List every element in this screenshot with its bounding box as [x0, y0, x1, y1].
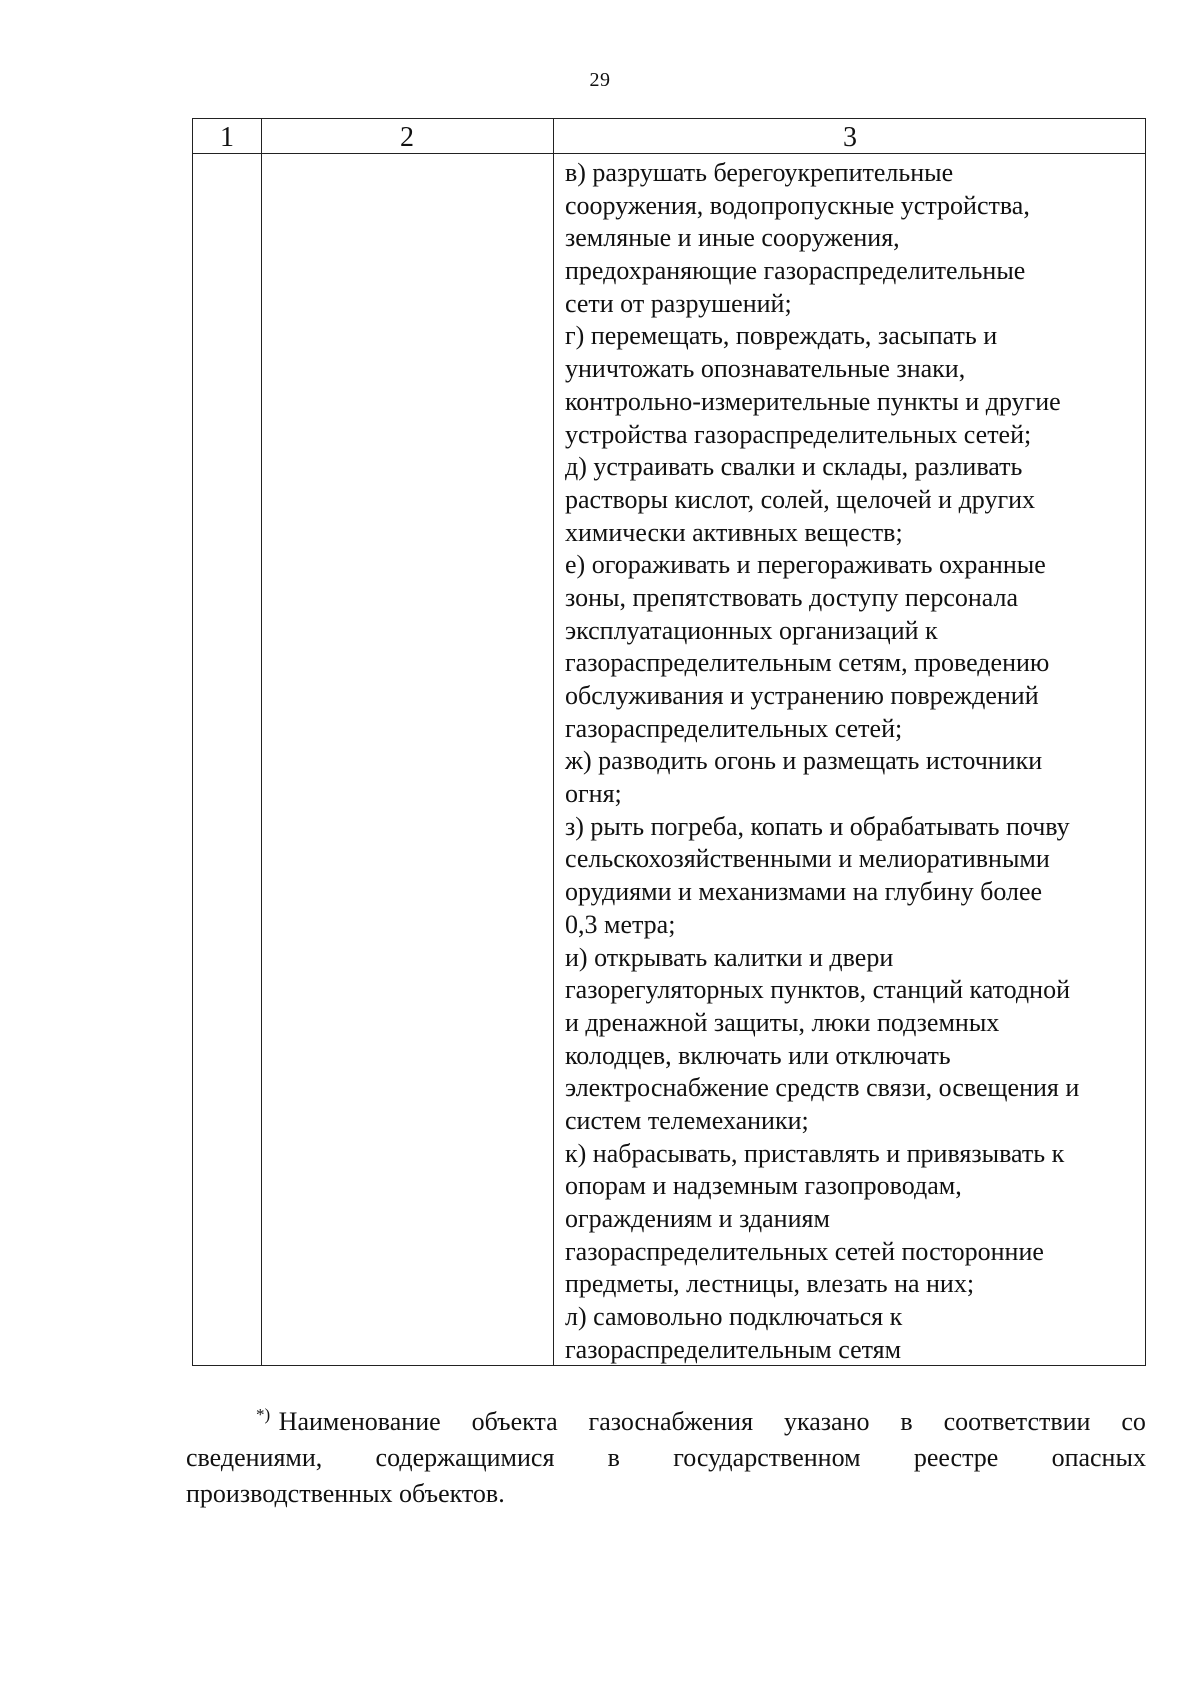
footnote-line-1 [186, 1404, 1146, 1440]
text-line: газораспределительных сетей посторонние [565, 1236, 1044, 1266]
text-line: обслуживания и устранению повреждений [565, 681, 1039, 710]
footnote-word: указано [783, 1407, 870, 1436]
footnote-word: опасных [1051, 1443, 1146, 1472]
footnote-word: со [1121, 1407, 1146, 1436]
text-line: опорам и надземным газопроводам, [565, 1171, 962, 1201]
footnote [186, 1404, 1146, 1512]
column-divider-2 [553, 119, 554, 1365]
text-line: л) самовольно подключаться к [565, 1302, 903, 1332]
text-line: сети от разрушений; [565, 288, 792, 318]
text-line: предметы, лестницы, влезать на них; [565, 1269, 975, 1299]
text-line: растворы кислот, солей, щелочей и других [565, 484, 1036, 514]
footnote-word: газоснабжения [588, 1407, 754, 1436]
text-line: орудиями и механизмами на глубину более [565, 877, 1043, 907]
footnote-word: содержащимися [375, 1443, 555, 1472]
page-number: 29 [589, 69, 611, 91]
text-line: газорегуляторных пунктов, станций катодной [565, 975, 1070, 1005]
text-line: сельскохозяйственными и мелиоративными [565, 844, 1050, 874]
footnote-marker: *) [256, 1405, 271, 1425]
text-line: з) рыть погреба, копать и обрабатывать почву [565, 811, 1070, 841]
text-line: систем телемеханики; [565, 1105, 809, 1135]
table-header-row [193, 119, 1145, 154]
header-cell-1: 1 [220, 122, 234, 153]
text-line: е) огораживать и перегораживать охранные [565, 550, 1046, 580]
text-line: 0,3 метра; [565, 909, 676, 939]
text-line: газораспределительных сетей; [565, 713, 903, 743]
column-3-text [565, 157, 1143, 1366]
text-line: газораспределительным сетям [565, 1334, 902, 1364]
footnote-line-3 [186, 1476, 1146, 1512]
text-line: уничтожать опознавательные знаки, [565, 354, 966, 384]
footnote-word: государственном [673, 1443, 861, 1472]
footnote-text: производственных объектов. [186, 1479, 505, 1508]
header-cell-2: 2 [400, 122, 414, 153]
footnote-word: в [607, 1443, 620, 1472]
footnote-word: сведениями, [186, 1443, 323, 1472]
column-divider-1 [261, 119, 262, 1365]
text-line: огня; [565, 779, 622, 809]
footnote-word [256, 1404, 441, 1440]
text-line: зоны, препятствовать доступу персонала [565, 582, 1019, 612]
text-line: электроснабжение средств связи, освещения и [565, 1073, 1080, 1103]
footnote-word: в [900, 1407, 913, 1436]
text-line: и) открывать калитки и двери [565, 942, 894, 972]
footnote-line-2 [186, 1440, 1146, 1476]
footnote-word: объекта [471, 1407, 558, 1436]
text-line: предохраняющие газораспределительные [565, 256, 1026, 286]
footnote-word: соответствии [943, 1407, 1091, 1436]
text-line: газораспределительным сетям, проведению [565, 648, 1050, 678]
footnote-word: реестре [913, 1443, 999, 1472]
text-line: контрольно-измерительные пункты и другие [565, 386, 1061, 416]
restrictions-table [192, 118, 1146, 1366]
text-line: д) устраивать свалки и склады, разливать [565, 452, 1023, 482]
text-line: колодцев, включать или отключать [565, 1040, 951, 1070]
text-line: ж) разводить огонь и размещать источники [565, 746, 1043, 776]
header-cell-3: 3 [843, 122, 857, 153]
text-line: земляные и иные сооружения, [565, 223, 900, 253]
text-line: устройства газораспределительных сетей; [565, 419, 1032, 449]
text-line: сооружения, водопропускные устройства, [565, 190, 1030, 220]
footnote-word-text: Наименование [278, 1407, 441, 1436]
text-line: в) разрушать берегоукрепительные [565, 158, 954, 187]
text-line: эксплуатационных организаций к [565, 615, 938, 645]
text-line: ограждениям и зданиям [565, 1204, 830, 1233]
text-line: и дренажной защиты, люки подземных [565, 1007, 1000, 1037]
text-line: химически активных веществ; [565, 517, 903, 547]
text-line: к) набрасывать, приставлять и привязывать к [565, 1138, 1065, 1168]
text-line: г) перемещать, повреждать, засыпать и [565, 321, 998, 351]
